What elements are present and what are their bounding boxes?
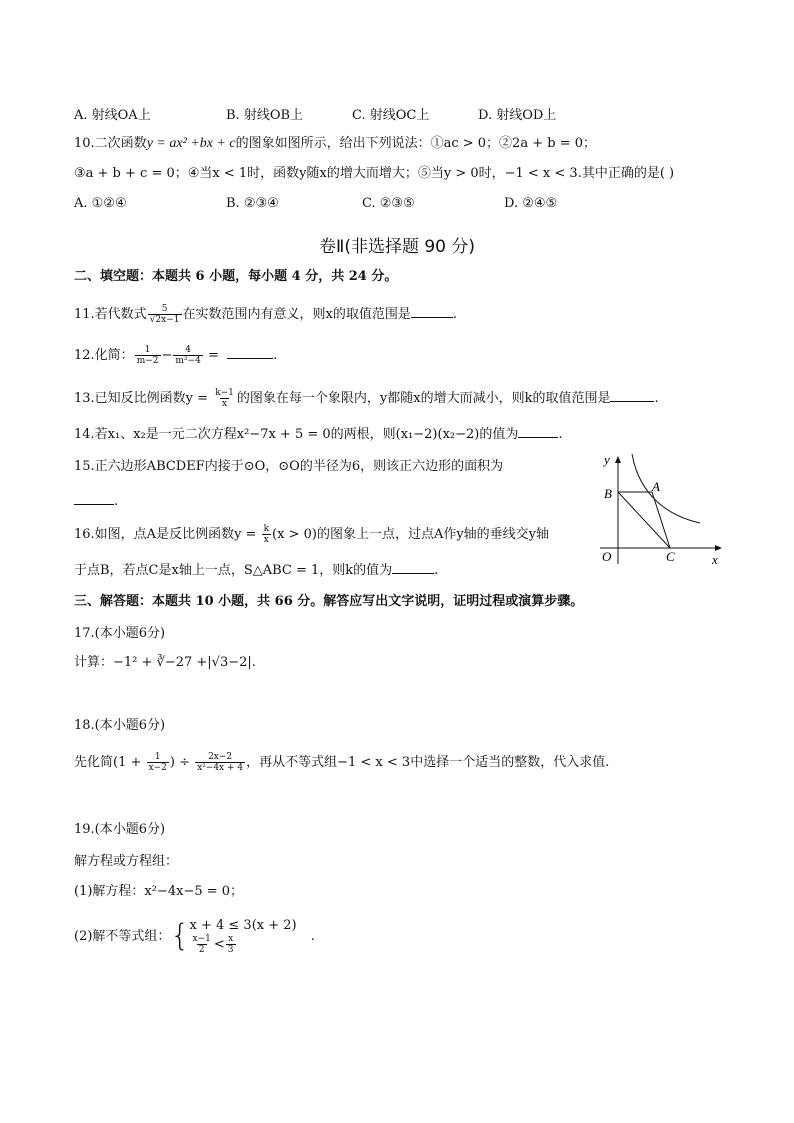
q16-frac-num: k	[263, 524, 270, 534]
q16-line2-text: 于点B，若点C是x轴上一点，S△ABC = 1，则k的值为	[74, 563, 393, 578]
q16-line2	[74, 561, 438, 581]
q15-line1: 15.正六边形ABCDEF内接于⊙O，⊙O的半径为6，则该正六边形的面积为	[74, 459, 504, 474]
q12-prefix: 12.化简：	[74, 348, 134, 363]
part2-title: 卷Ⅱ(非选择题 90 分)	[318, 237, 476, 257]
q12-frac1-den: m−2	[136, 356, 159, 366]
q11-fraction	[148, 304, 182, 325]
q11-answer-blank[interactable]	[411, 305, 453, 318]
q12-equals: =	[203, 348, 223, 363]
q19-part1: (1)解方程：x²−4x−5 = 0；	[74, 884, 244, 899]
q13-prefix: 13.已知反比例函数y =	[74, 391, 213, 406]
q9-option-c: C. 射线OC上	[352, 108, 430, 123]
q11-frac-den: √2x−1	[149, 315, 180, 325]
q14	[74, 425, 563, 445]
q11-suffix: 在实数范围内有意义，则x的取值范围是	[182, 307, 411, 322]
q17-body: 计算：−1² + ∛−27 +|√3−2|.	[74, 655, 256, 670]
q19-part2-prefix: (2)解不等式组：	[74, 929, 171, 944]
label-x: x	[712, 552, 718, 567]
section3-heading: 三、解答题：本题共 10 小题，共 66 分。解答应写出文字说明，证明过程或演算步骤。	[74, 594, 584, 609]
q18-suffix: ，再从不等式组−1 < x < 3中选择一个适当的整数，代入求值.	[246, 755, 610, 770]
q12-frac2-den: m²−4	[175, 356, 201, 366]
q16-answer-blank[interactable]	[392, 561, 434, 574]
q11-prefix: 11.若代数式	[74, 307, 147, 322]
q18-frac1-den: x−2	[148, 763, 167, 773]
x-axis-arrow	[715, 545, 722, 551]
q18-mid: ) ÷	[169, 755, 195, 770]
label-o: O	[602, 549, 612, 564]
segment-bc	[618, 492, 670, 548]
section2-heading: 二、填空题：本题共 6 小题，每小题 4 分，共 24 分。	[74, 269, 398, 284]
q10-prefix: 10.二次函数	[74, 136, 147, 151]
q19-ineq2-frac2	[226, 934, 236, 955]
q19-ineq2-den2: 3	[227, 945, 234, 955]
q10-option-d: D. ②④⑤	[504, 196, 558, 211]
q11-frac-num: 5	[161, 304, 168, 314]
q12-answer-blank[interactable]	[227, 346, 273, 359]
q13-end: .	[654, 391, 659, 406]
q9-option-b: B. 射线OB上	[226, 108, 304, 123]
q16-end: .	[434, 563, 439, 578]
q19-part2	[74, 918, 315, 955]
q15-answer-blank[interactable]	[74, 492, 114, 505]
q11-end: .	[452, 307, 457, 322]
label-a: A	[652, 479, 660, 494]
q12	[74, 345, 277, 366]
q12-fraction-1	[135, 345, 161, 366]
q16-frac-den: x	[263, 535, 269, 545]
segment-ac	[652, 492, 670, 548]
q19-inequality-system	[190, 918, 297, 955]
q19-ineq2-num1: x−1	[192, 934, 211, 944]
q9-option-a: A. 射线OA上	[74, 108, 151, 123]
q11	[74, 304, 457, 325]
q16-prefix: 16.如图，点A是反比例函数y =	[74, 527, 261, 542]
q13-frac-den: x	[222, 399, 228, 409]
y-axis-arrow	[615, 456, 621, 463]
q19-ineq2	[190, 934, 297, 955]
q13-fraction	[213, 388, 236, 409]
q15-line2	[74, 492, 118, 512]
q13	[74, 388, 659, 409]
q17-header: 17.(本小题6分)	[74, 626, 166, 641]
q19-ineq1: x + 4 ≤ 3(x + 2)	[189, 918, 297, 933]
q10-function: y = ax² +bx + c	[146, 136, 236, 151]
q15-end: .	[114, 494, 119, 509]
label-y: y	[604, 452, 610, 467]
q14-end: .	[558, 427, 563, 442]
q19-ineq2-num2: x	[228, 934, 234, 944]
label-b: B	[604, 486, 612, 501]
q18-prefix: 先化简(1 +	[74, 755, 146, 770]
q10-option-b: B. ②③④	[226, 196, 279, 211]
q10-option-a: A. ①②④	[74, 196, 127, 211]
q16-figure	[590, 448, 730, 568]
q18-frac2-num: 2x−2	[208, 752, 233, 762]
q19-ineq2-op: <	[213, 937, 225, 952]
q19-brace: {	[170, 918, 190, 954]
q9-option-d: D. 射线OD上	[478, 108, 557, 123]
q19-intro: 解方程或方程组：	[74, 854, 179, 869]
hyperbola-curve	[632, 454, 700, 523]
q16-line1	[74, 524, 549, 545]
q18-fraction-2	[195, 752, 245, 773]
q13-frac-num: k−1	[215, 388, 234, 398]
q19-ineq2-frac1	[191, 934, 213, 955]
q12-fraction-2	[173, 345, 202, 366]
q19-end: .	[310, 929, 315, 944]
q18-header: 18.(本小题6分)	[74, 718, 166, 733]
q18-frac1-num: 1	[154, 752, 161, 762]
q10-line1	[74, 134, 596, 154]
q19-ineq2-den1: 2	[198, 945, 205, 955]
q16-fraction	[262, 524, 271, 545]
q10-option-c: C. ②③⑤	[362, 196, 415, 211]
q19-header: 19.(本小题6分)	[74, 822, 166, 837]
q10-line2: ③a + b + c = 0；④当x < 1时，函数y随x的增大而增大；⑤当y > 0时，−1 < x < 3.其中正确的是( )	[74, 166, 675, 181]
label-c: C	[666, 549, 675, 564]
q10-suffix: 的图象如图所示，给出下列说法：①ac > 0；②2a + b = 0；	[235, 136, 596, 151]
q14-answer-blank[interactable]	[518, 425, 558, 438]
q14-text: 14.若x₁、x₂是一元二次方程x²−7x + 5 = 0的两根，则(x₁−2)(x₂−2)的值为	[74, 427, 519, 442]
q12-minus: −	[161, 348, 173, 363]
q18-frac2-den: x²−4x + 4	[197, 763, 244, 773]
q18-fraction-1	[147, 752, 169, 773]
q12-frac2-num: 4	[185, 345, 191, 355]
q18-body	[74, 752, 609, 773]
q13-suffix: 的图象在每一个象限内，y都随x的增大而减小，则k的取值范围是	[236, 391, 611, 406]
q12-frac1-num: 1	[144, 345, 151, 355]
q12-end: .	[273, 348, 278, 363]
q13-answer-blank[interactable]	[610, 389, 654, 402]
q16-suffix: (x > 0)的图象上一点，过点A作y轴的垂线交y轴	[272, 527, 550, 542]
